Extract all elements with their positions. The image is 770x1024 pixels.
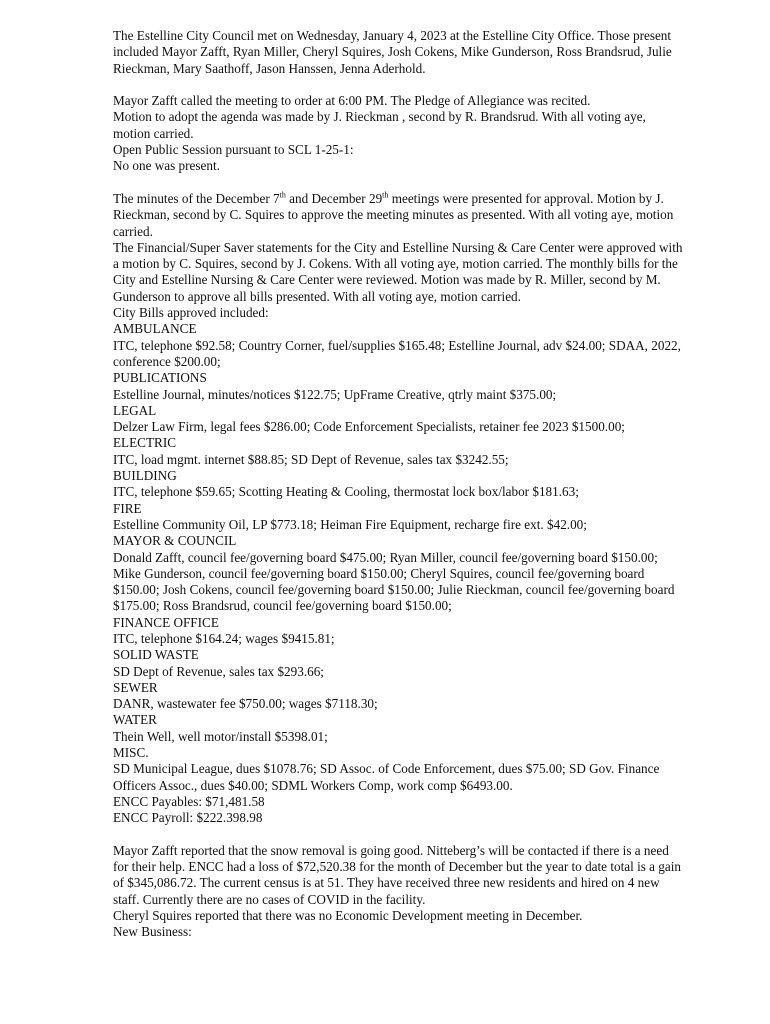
open-session-line: Open Public Session pursuant to SCL 1-25-1:	[113, 142, 354, 158]
encc-payroll-line: ENCC Payroll: $222.398.98	[113, 810, 263, 826]
paragraph-spacer	[113, 175, 683, 191]
bill-items-ambulance: ITC, telephone $92.58; Country Corner, fuel/supplies $165.48; Estelline Journal, adv $24.00; SDAA, 2022, conference $200.00;	[113, 337, 681, 369]
encc-payables-line: ENCC Payables: $71,481.58	[113, 793, 265, 809]
bill-category-solid-waste: SOLID WASTE	[113, 647, 199, 663]
call-to-order-line: Mayor Zafft called the meeting to order at 6:00 PM. The Pledge of Allegiance was recited.	[113, 93, 591, 109]
paragraph-spacer	[113, 827, 683, 843]
bill-items-solid-waste: SD Dept of Revenue, sales tax $293.66;	[113, 663, 324, 679]
bill-items-misc: SD Municipal League, dues $1078.76; SD Assoc. of Code Enforcement, dues $75.00; SD Gov. Finance Officers Assoc., dues $40.00; SDML Workers Comp, work comp $6493.00.	[113, 761, 660, 793]
bill-items-water: Thein Well, well motor/install $5398.01;	[113, 728, 328, 744]
bill-category-building: BUILDING	[113, 468, 177, 484]
bill-items-publications: Estelline Journal, minutes/notices $122.75; UpFrame Creative, qtrly maint $375.00;	[113, 386, 557, 402]
meeting-minutes-document	[113, 28, 683, 941]
minutes-approval-paragraph	[113, 191, 683, 240]
bill-category-legal: LEGAL	[113, 402, 157, 418]
economic-development-line: Cheryl Squires reported that there was no Economic Development meeting in December.	[113, 908, 583, 924]
minutes-text-part1: The minutes of the December 7	[113, 190, 280, 206]
bill-category-electric: ELECTRIC	[113, 435, 177, 451]
bill-category-fire: FIRE	[113, 500, 142, 516]
bill-items-electric: ITC, load mgmt. internet $88.85; SD Dept of Revenue, sales tax $3242.55;	[113, 451, 509, 467]
bill-category-water: WATER	[113, 712, 157, 728]
bill-category-ambulance: AMBULANCE	[113, 321, 197, 337]
bill-category-sewer: SEWER	[113, 679, 158, 695]
minutes-text-part3: meetings were presented for approval. Motion by J. Rieckman, second by C. Squires to approve the meeting minutes as presented. With all voting aye, motion carried.	[113, 190, 674, 239]
no-one-present-line: No one was present.	[113, 158, 220, 174]
agenda-motion-line: Motion to adopt the agenda was made by J. Rieckman , second by R. Brandsrud. With all voting aye, motion carried.	[113, 109, 646, 141]
mayor-report-paragraph: Mayor Zafft reported that the snow removal is going good. Nitteberg’s will be contacted if there is a need for their help. ENCC had a loss of $72,520.38 for the month of December but the year to date total is a gain of $345,086.72. The current census is at 51. They have received three new residents and hired on 4 new staff. Currently there are no cases of COVID in the facility.	[113, 842, 682, 907]
ordinal-suffix: th	[382, 190, 389, 200]
minutes-text-part2: and December 29	[285, 190, 383, 206]
financial-paragraph: The Financial/Super Saver statements for the City and Estelline Nursing & Care Center were approved with a motion by C. Squires, second by J. Cokens. With all voting aye, motion carried. The monthly bills for the City and Estelline Nursing & Care Center were reviewed. Motion was made by R. Miller, second by M. Gunderson to approve all bills presented. With all voting aye, motion carried.	[113, 239, 683, 304]
bill-category-publications: PUBLICATIONS	[113, 370, 207, 386]
bill-category-finance-office: FINANCE OFFICE	[113, 614, 219, 630]
bill-category-misc: MISC.	[113, 745, 149, 761]
paragraph-spacer	[113, 77, 683, 93]
bill-items-sewer: DANR, wastewater fee $750.00; wages $7118.30;	[113, 696, 378, 712]
intro-paragraph: The Estelline City Council met on Wednesday, January 4, 2023 at the Estelline City Office. Those present included Mayor Zafft, Ryan Miller, Cheryl Squires, Josh Cokens, Mike Gunderson, Ross Brandsrud, Julie Rieckman, Mary Saathoff, Jason Hanssen, Jenna Aderhold.	[113, 28, 672, 76]
bill-items-building: ITC, telephone $59.65; Scotting Heating & Cooling, thermostat lock box/labor $181.63;	[113, 484, 579, 500]
ordinal-suffix: th	[279, 190, 286, 200]
bill-items-finance-office: ITC, telephone $164.24; wages $9415.81;	[113, 630, 335, 646]
new-business-heading: New Business:	[113, 924, 192, 940]
bill-items-legal: Delzer Law Firm, legal fees $286.00; Code Enforcement Specialists, retainer fee 2023 $1500.00;	[113, 419, 625, 435]
bills-heading: City Bills approved included:	[113, 305, 269, 321]
bill-items-fire: Estelline Community Oil, LP $773.18; Heiman Fire Equipment, recharge fire ext. $42.00;	[113, 516, 587, 532]
bill-category-mayor-council: MAYOR & COUNCIL	[113, 533, 237, 549]
bill-items-mayor-council: Donald Zafft, council fee/governing board $475.00; Ryan Miller, council fee/governing board $150.00; Mike Gunderson, council fee/governing board $150.00; Cheryl Squires, council fee/governing board $150.00; Josh Cokens, council fee/governing board $150.00; Julie Rieckman, council fee/governing board $175.00; Ross Brandsrud, council fee/governing board $150.00;	[113, 549, 675, 614]
